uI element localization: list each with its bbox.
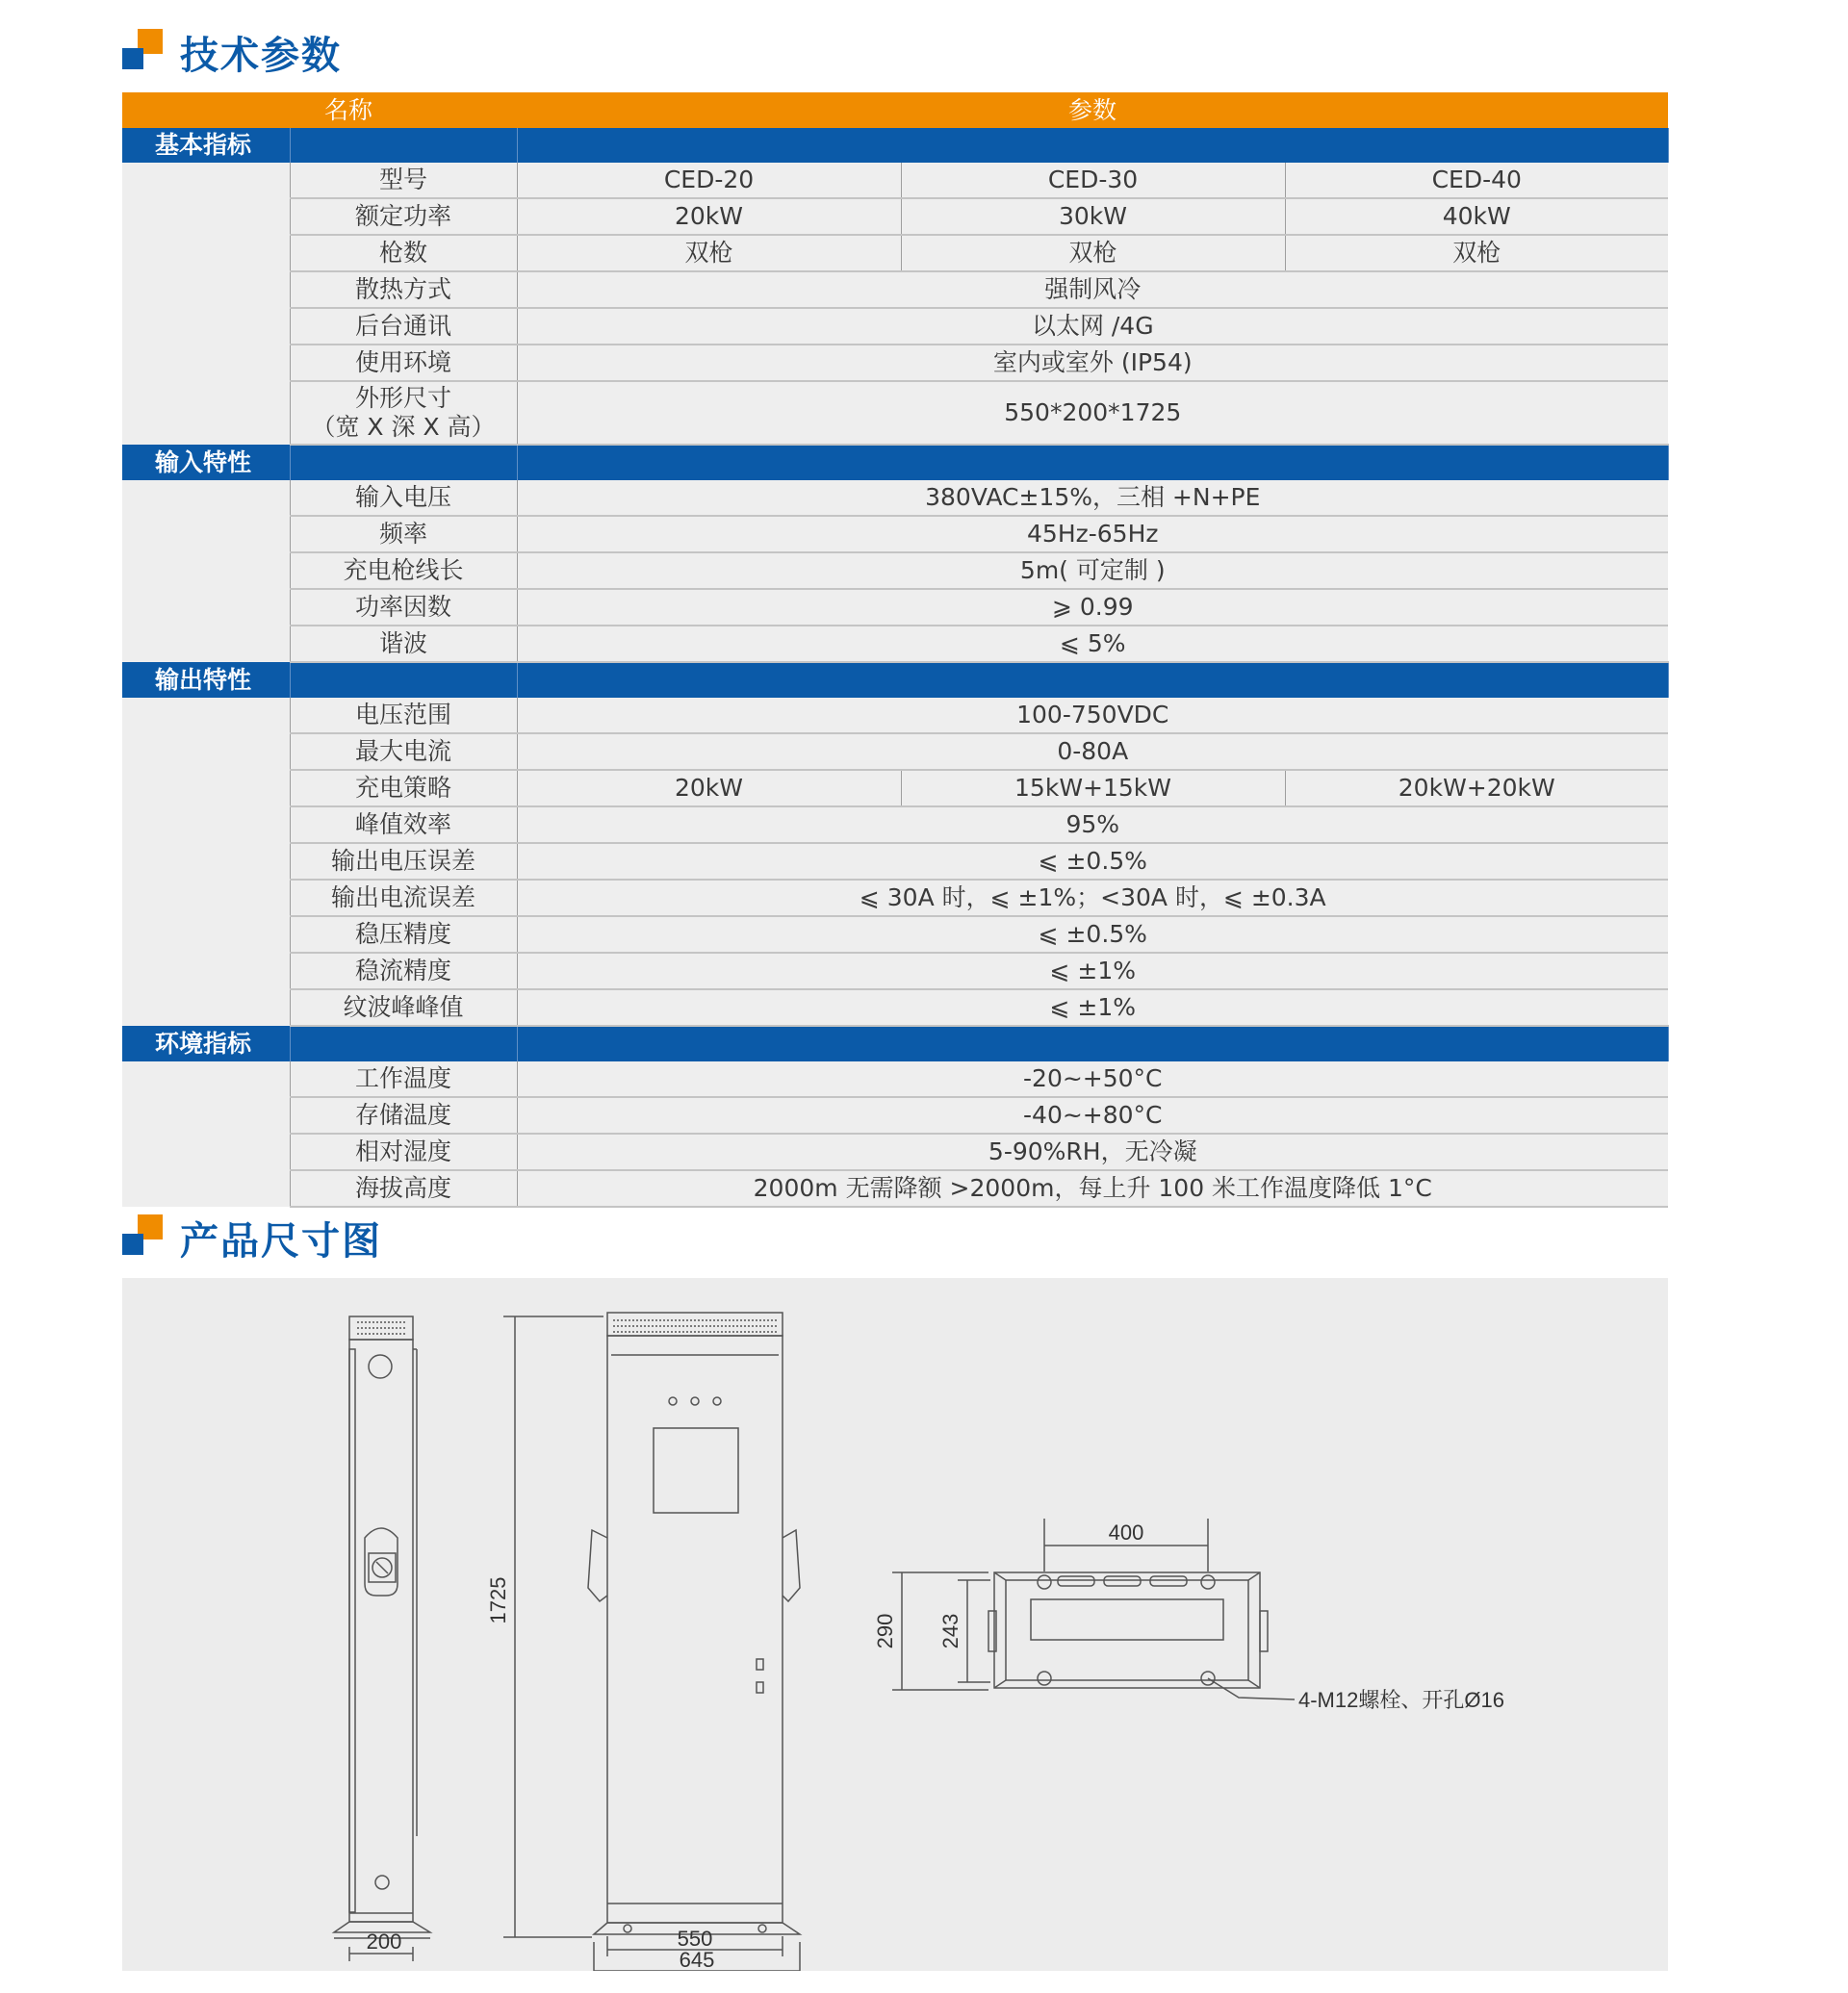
- category-row: [122, 128, 1668, 163]
- row-label: 型号: [290, 163, 517, 198]
- table-row: [122, 626, 1668, 662]
- row-label: 频率: [290, 516, 517, 552]
- dim-label-1725: 1725: [486, 1576, 510, 1624]
- row-indent: [122, 235, 290, 271]
- row-indent: [122, 516, 290, 552]
- row-value: 30kW: [901, 198, 1285, 235]
- table-row: [122, 843, 1668, 880]
- row-value: 550*200*1725: [517, 381, 1668, 445]
- row-value: 20kW: [517, 770, 901, 806]
- row-indent: [122, 989, 290, 1026]
- row-value: ⩽ ±1%: [517, 953, 1668, 989]
- section-title: 技术参数: [180, 34, 342, 78]
- row-value: 20kW+20kW: [1285, 770, 1668, 806]
- row-value: 20kW: [517, 198, 901, 235]
- row-value: CED-30: [901, 163, 1285, 198]
- row-value: 5-90%RH，无冷凝: [517, 1134, 1668, 1170]
- header-param: 参数: [517, 92, 1668, 128]
- row-indent: [122, 698, 290, 733]
- front-view: [503, 1313, 800, 1971]
- table-row: [122, 916, 1668, 953]
- row-indent: [122, 770, 290, 806]
- table-row: [122, 271, 1668, 308]
- table-row: [122, 770, 1668, 806]
- table-row: [122, 733, 1668, 770]
- row-indent: [122, 198, 290, 235]
- row-value: 以太网 /4G: [517, 308, 1668, 345]
- dim-label-290: 290: [873, 1613, 897, 1649]
- row-label: 最大电流: [290, 733, 517, 770]
- category-name: 输出特性: [122, 662, 290, 698]
- category-fill: [517, 1026, 1668, 1061]
- row-value: -20~+50°C: [517, 1061, 1668, 1097]
- row-label: 峰值效率: [290, 806, 517, 843]
- table-row: [122, 953, 1668, 989]
- row-indent: [122, 1097, 290, 1134]
- table-row: [122, 589, 1668, 626]
- row-label: 输入电压: [290, 480, 517, 516]
- row-label: 谐波: [290, 626, 517, 662]
- row-value: ⩽ ±1%: [517, 989, 1668, 1026]
- dimension-drawing-panel: [122, 1278, 1668, 1971]
- row-value: CED-20: [517, 163, 901, 198]
- table-row: [122, 1097, 1668, 1134]
- row-label: 海拔高度: [290, 1170, 517, 1207]
- row-indent: [122, 480, 290, 516]
- row-label: [290, 381, 517, 445]
- dim-label-243: 243: [938, 1613, 962, 1649]
- row-value: ⩽ ±0.5%: [517, 916, 1668, 953]
- row-indent: [122, 589, 290, 626]
- category-name: 基本指标: [122, 128, 290, 163]
- row-label: 额定功率: [290, 198, 517, 235]
- row-label: 输出电流误差: [290, 880, 517, 916]
- row-indent: [122, 843, 290, 880]
- table-row: [122, 480, 1668, 516]
- dim-label-400: 400: [1108, 1520, 1144, 1545]
- row-label: 相对湿度: [290, 1134, 517, 1170]
- dim-label-550: 550: [677, 1927, 713, 1951]
- table-row: [122, 235, 1668, 271]
- category-row: [122, 1026, 1668, 1061]
- table-row: [122, 308, 1668, 345]
- category-row: [122, 445, 1668, 480]
- row-indent: [122, 1134, 290, 1170]
- row-label: 存储温度: [290, 1097, 517, 1134]
- spec-table: [122, 92, 1669, 1208]
- row-label: 电压范围: [290, 698, 517, 733]
- category-name: 环境指标: [122, 1026, 290, 1061]
- row-value: 双枪: [517, 235, 901, 271]
- row-label: 充电策略: [290, 770, 517, 806]
- row-indent: [122, 552, 290, 589]
- row-indent: [122, 733, 290, 770]
- table-row: [122, 1134, 1668, 1170]
- bolt-note: 4-M12螺栓、开孔Ø16: [1298, 1688, 1504, 1712]
- footprint-view: [892, 1519, 1295, 1699]
- row-indent: [122, 626, 290, 662]
- row-value: ⩽ 5%: [517, 626, 1668, 662]
- table-header-row: [122, 92, 1668, 128]
- category-spacer: [290, 662, 517, 698]
- category-name: 输入特性: [122, 445, 290, 480]
- category-fill: [517, 128, 1668, 163]
- row-value: ⩽ ±0.5%: [517, 843, 1668, 880]
- row-value: ⩾ 0.99: [517, 589, 1668, 626]
- category-spacer: [290, 445, 517, 480]
- row-value: 5m( 可定制 ): [517, 552, 1668, 589]
- category-fill: [517, 662, 1668, 698]
- row-label: 充电枪线长: [290, 552, 517, 589]
- table-row: [122, 1061, 1668, 1097]
- dimension-drawing: [122, 1278, 1668, 1971]
- row-value: 2000m 无需降额 >2000m，每上升 100 米工作温度降低 1°C: [517, 1170, 1668, 1207]
- row-indent: [122, 308, 290, 345]
- table-row: [122, 163, 1668, 198]
- row-value: 15kW+15kW: [901, 770, 1285, 806]
- row-label: 输出电压误差: [290, 843, 517, 880]
- row-label: 散热方式: [290, 271, 517, 308]
- row-label-line2: （宽 X 深 X 高）: [311, 413, 496, 441]
- row-indent: [122, 1170, 290, 1207]
- row-label: 使用环境: [290, 345, 517, 381]
- section-bullet-icon: [122, 1214, 163, 1255]
- side-view: [334, 1316, 430, 1961]
- row-value: 380VAC±15%，三相 +N+PE: [517, 480, 1668, 516]
- table-row: [122, 516, 1668, 552]
- row-indent: [122, 381, 290, 445]
- table-row: [122, 698, 1668, 733]
- row-indent: [122, 345, 290, 381]
- table-row: [122, 880, 1668, 916]
- header-name: 名称: [122, 92, 517, 128]
- row-label: 稳压精度: [290, 916, 517, 953]
- row-indent: [122, 916, 290, 953]
- dim-label-645: 645: [679, 1948, 715, 1971]
- row-label: 枪数: [290, 235, 517, 271]
- table-row: [122, 198, 1668, 235]
- row-indent: [122, 1061, 290, 1097]
- row-indent: [122, 163, 290, 198]
- row-value: ⩽ 30A 时，⩽ ±1%；<30A 时，⩽ ±0.3A: [517, 880, 1668, 916]
- row-value: 45Hz-65Hz: [517, 516, 1668, 552]
- category-fill: [517, 445, 1668, 480]
- row-value: -40~+80°C: [517, 1097, 1668, 1134]
- category-spacer: [290, 1026, 517, 1061]
- section-title: 产品尺寸图: [180, 1219, 382, 1264]
- table-row: [122, 989, 1668, 1026]
- row-value: 40kW: [1285, 198, 1668, 235]
- row-value: 0-80A: [517, 733, 1668, 770]
- category-row: [122, 662, 1668, 698]
- row-value: CED-40: [1285, 163, 1668, 198]
- row-indent: [122, 271, 290, 308]
- row-label: 工作温度: [290, 1061, 517, 1097]
- table-row: [122, 552, 1668, 589]
- section-bullet-icon: [122, 29, 163, 69]
- table-row: [122, 381, 1668, 445]
- row-label-line1: 外形尺寸: [355, 384, 452, 412]
- row-indent: [122, 880, 290, 916]
- row-label: 纹波峰峰值: [290, 989, 517, 1026]
- row-label: 稳流精度: [290, 953, 517, 989]
- row-value: 室内或室外 (IP54): [517, 345, 1668, 381]
- dim-label-200: 200: [366, 1929, 402, 1954]
- table-row: [122, 806, 1668, 843]
- row-value: 双枪: [901, 235, 1285, 271]
- row-indent: [122, 953, 290, 989]
- row-label: 后台通讯: [290, 308, 517, 345]
- table-row: [122, 1170, 1668, 1207]
- row-value: 双枪: [1285, 235, 1668, 271]
- row-indent: [122, 806, 290, 843]
- row-label: 功率因数: [290, 589, 517, 626]
- row-value: 强制风冷: [517, 271, 1668, 308]
- table-row: [122, 345, 1668, 381]
- row-value: 100-750VDC: [517, 698, 1668, 733]
- row-value: 95%: [517, 806, 1668, 843]
- category-spacer: [290, 128, 517, 163]
